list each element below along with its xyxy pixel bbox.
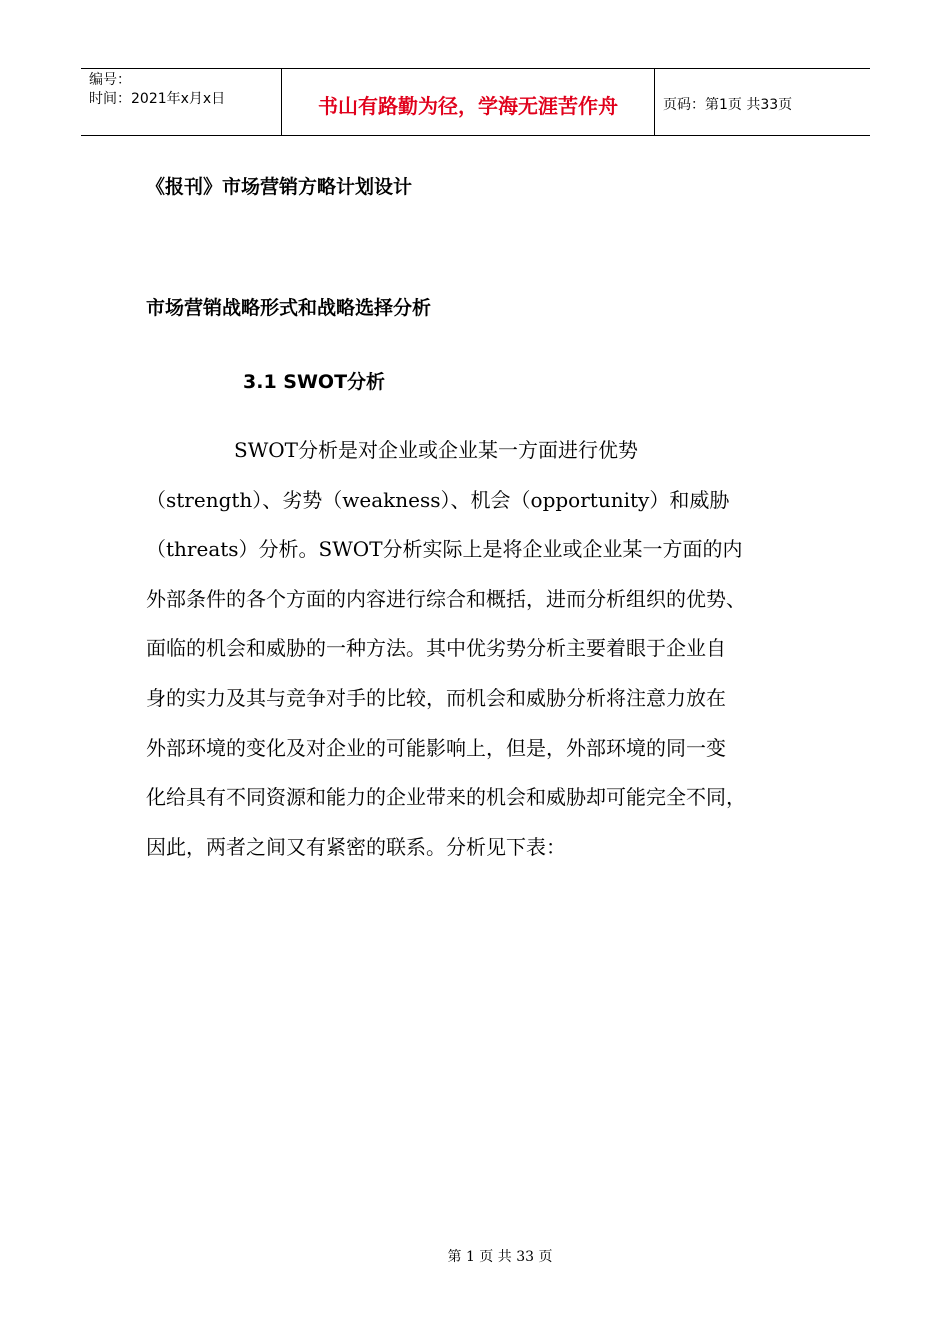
paragraph-line: 化给具有不同资源和能力的企业带来的机会和威胁却可能完全不同， xyxy=(146,785,746,810)
subsection-title: 3.1 SWOT分析 xyxy=(243,371,386,393)
paragraph-line: （threats）分析。SWOT分析实际上是将企业或企业某一方面的内 xyxy=(146,537,743,562)
page-footer: 第 1 页 共 33 页 xyxy=(447,1249,553,1265)
document-title: 《报刊》市场营销方略计划设计 xyxy=(146,176,413,198)
header-page-info: 页码：第1页 共33页 xyxy=(663,97,793,113)
paragraph-line: （strength）、劣势（weakness）、机会（opportunity）和威胁 xyxy=(146,487,730,512)
section-title: 市场营销战略形式和战略选择分析 xyxy=(146,297,432,319)
page-header xyxy=(81,68,870,136)
header-meta xyxy=(81,69,282,135)
document-date: 时间：2021年x月x日 xyxy=(89,91,226,107)
paragraph-line: 外部条件的各个方面的内容进行综合和概括，进而分析组织的优势、 xyxy=(146,586,746,611)
body-paragraph xyxy=(146,433,806,879)
document-number-label: 编号： xyxy=(89,72,131,88)
paragraph-line: 因此，两者之间又有紧密的联系。分析见下表： xyxy=(146,834,566,859)
paragraph-line: 身的实力及其与竞争对手的比较，而机会和威胁分析将注意力放在 xyxy=(146,685,726,710)
header-motto: 书山有路勤为径，学海无涯苦作舟 xyxy=(282,69,655,135)
paragraph-line: 外部环境的变化及对企业的可能影响上，但是，外部环境的同一变 xyxy=(146,735,726,760)
paragraph-line: 面临的机会和威胁的一种方法。其中优劣势分析主要着眼于企业自 xyxy=(146,636,726,661)
paragraph-line: SWOT分析是对企业或企业某一方面进行优势 xyxy=(234,438,638,462)
